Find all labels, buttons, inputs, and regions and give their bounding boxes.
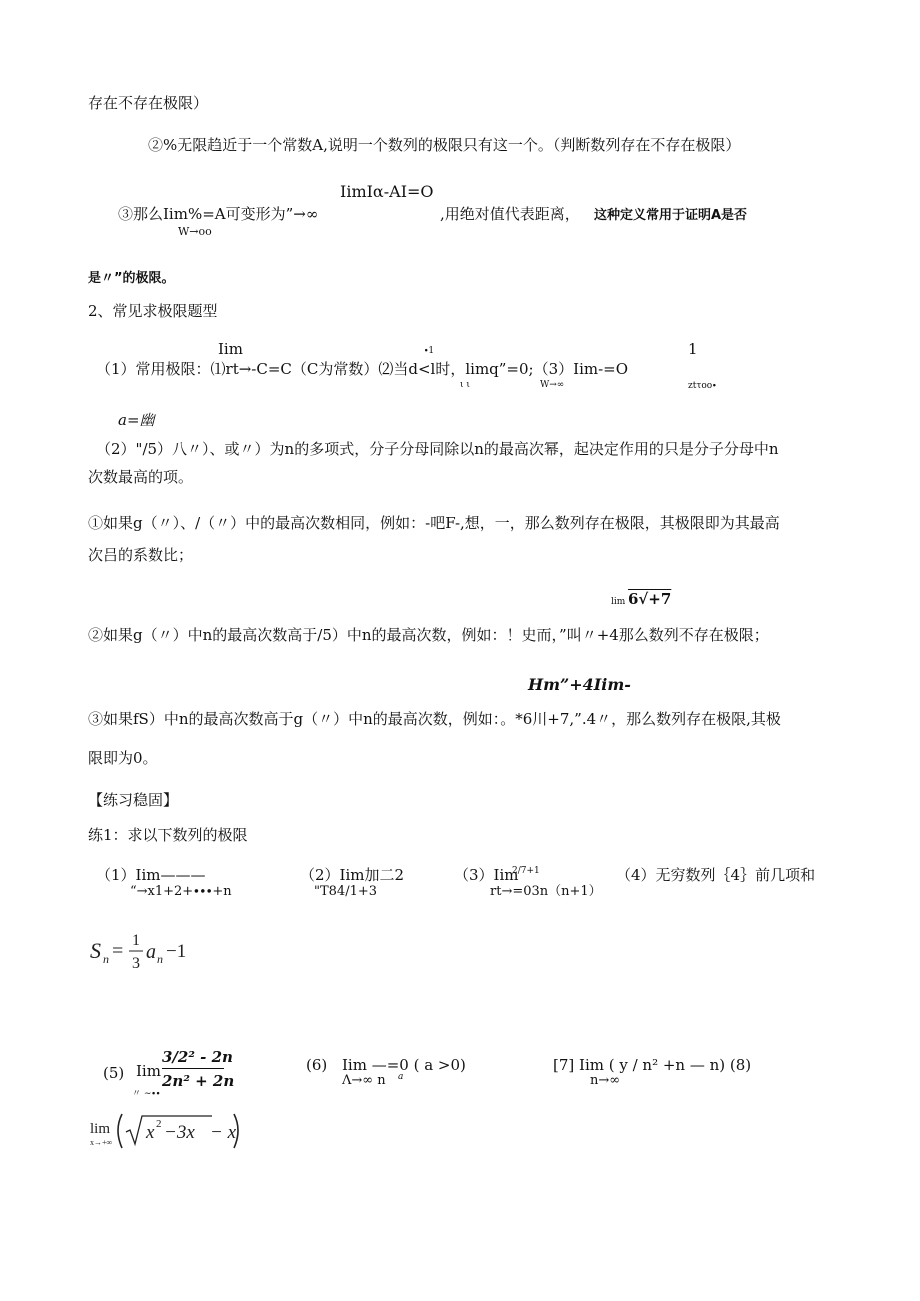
- problem-5-bar: [162, 1068, 224, 1069]
- formula-sn: [88, 928, 198, 978]
- problem-5-den: 2n² + 2n: [162, 1072, 235, 1090]
- problem-5-lim: Iim: [136, 1062, 161, 1080]
- line-15: Hm”+4Iim-: [528, 675, 631, 694]
- formula-lim-sub: x→+∞: [90, 1138, 113, 1147]
- line-3-sub: W→oo: [178, 225, 212, 238]
- formula-tail: − x: [210, 1122, 237, 1143]
- problem-3-top: （3）Iim: [454, 866, 519, 884]
- line-3-text2: ,用绝对值代表距离，: [440, 205, 580, 223]
- problem-6-label: (6): [306, 1056, 328, 1074]
- line-8: a=幽: [118, 411, 155, 429]
- formula-sn-s: S: [90, 938, 101, 963]
- formula-sn-minus: −1: [166, 941, 187, 962]
- formula-sn-num: 1: [132, 932, 140, 949]
- line-3-text: ③那么Iim%=A可变形为”→∞: [118, 205, 319, 223]
- formula-sn-a: a: [146, 941, 156, 963]
- line-17: 限即为0。: [88, 749, 158, 767]
- problem-7: [7] Iim ( y / n² +n — n) (8): [553, 1056, 752, 1074]
- problem-2-top: （2）Iim加二2: [300, 866, 405, 884]
- line-5-heading: 2、常见求极限题型: [88, 302, 218, 320]
- formula-sn-den: 3: [132, 955, 140, 972]
- formula-sn-eq: =: [112, 940, 124, 962]
- line-4: 是〃”的极限。: [88, 271, 175, 286]
- problem-6-sup: a: [398, 1072, 404, 1082]
- line-11: ①如果g（〃）、/（〃）中的最高次数相同，例如：-吧F-,想，一，那么数列存在极限，其极限即为其最高: [88, 514, 780, 532]
- formula-exp: 2: [156, 1118, 162, 1130]
- line-14: ②如果g（〃）中n的最高次数高于/5）中n的最高次数，例如：！史而，”叫〃+4那么数列不存在极限；: [88, 626, 769, 644]
- line-6-lim: Iim: [218, 340, 243, 358]
- line-12: 次吕的系数比；: [88, 546, 194, 564]
- formula-left-paren: [118, 1114, 122, 1148]
- line-3-formula: IimIα-AI=O: [340, 182, 434, 201]
- problem-5-label: (5): [103, 1064, 125, 1082]
- problem-6-sub: Λ→∞ n: [342, 1073, 386, 1088]
- line-9: （2）"/5）八〃）、或〃）为n的多项式，分子分母同除以n的最高次幂，起决定作用的只是分子分母中n: [96, 440, 779, 458]
- line-6-one: 1: [688, 340, 698, 358]
- line-3-text3: 这种定义常用于证明A是否: [594, 208, 748, 223]
- line-7-sub3: ztτoo∙: [688, 381, 717, 391]
- problem-5-num: 3/2² - 2n: [162, 1048, 233, 1066]
- line-16: ③如果fS）中n的最高次数高于g（〃）中n的最高次数，例如：。*6川+7,”.4〃，那么数列存在极限,其极: [88, 710, 781, 728]
- formula-rest: −3x: [164, 1122, 195, 1143]
- problem-3-sup: 2/7+1: [512, 866, 540, 876]
- formula-x: x: [146, 1122, 155, 1143]
- line-19: 练1：求以下数列的极限: [88, 826, 248, 844]
- line-13-lim: lim: [611, 597, 626, 607]
- problem-1-top: （1）Iim———: [96, 866, 206, 884]
- line-7-sub2: W→∞: [540, 380, 565, 390]
- formula-sqrt-limit: [88, 1108, 248, 1156]
- problem-5-sub: 〃 ∼∙∙: [132, 1089, 161, 1099]
- line-10: 次数最高的项。: [88, 468, 194, 486]
- line-1: 存在不存在极限）: [88, 94, 209, 112]
- problem-6-expr: Iim —=0 ( a >0): [342, 1056, 466, 1074]
- problem-4: （4）无穷数列｛4｝前几项和: [616, 866, 816, 884]
- line-6-sup: ∙1: [424, 346, 435, 356]
- line-7-sub1: ι ι: [460, 380, 470, 390]
- line-2: ②%无限趋近于一个常数A,说明一个数列的极限只有这一个。（判断数列存在不存在极限）: [148, 136, 741, 154]
- formula-sn-a-sub: n: [157, 952, 163, 966]
- line-7: （1）常用极限：⑴rt→-C=C（C为常数）⑵当d<l时，limq”=0;（3）Iim-=O: [96, 360, 629, 378]
- problem-2-bottom: "T84/1+3: [314, 884, 378, 899]
- line-13-expr: 6√+7: [628, 590, 672, 608]
- problem-1-bottom: “→x1+2+∙∙∙+n: [130, 884, 232, 899]
- problem-3-bottom: rt→=03n（n+1）: [490, 884, 602, 899]
- problem-7-sub: n→∞: [590, 1073, 621, 1088]
- formula-lim: lim: [90, 1121, 111, 1137]
- line-18-heading: 【练习稳固】: [88, 791, 179, 809]
- formula-sn-sub: n: [103, 952, 109, 966]
